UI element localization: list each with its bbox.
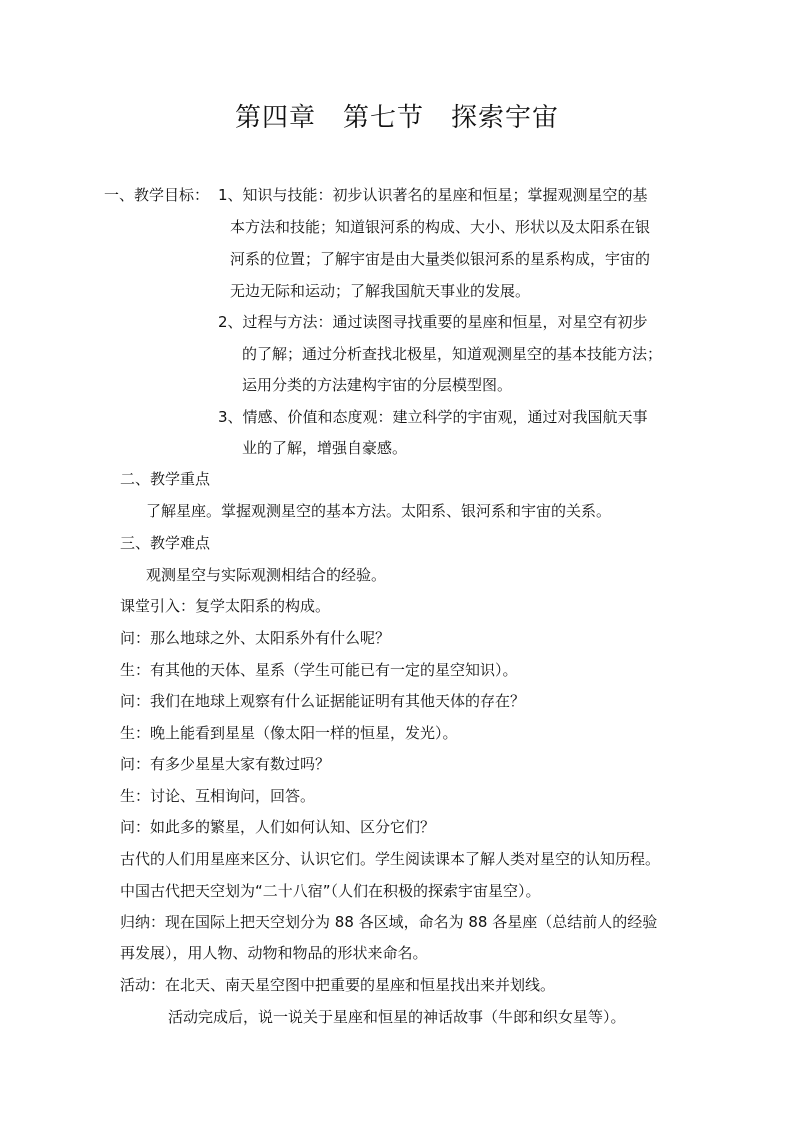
key-points-text: 了解星座。掌握观测星空的基本方法。太阳系、银河系和宇宙的关系。 [146,502,612,520]
key-points-heading: 二、教学重点 [120,470,211,488]
knowledge-line-3: 河系的位置；了解宇宙是由大量类似银河系的星系构成，宇宙的 [230,250,651,268]
process-line-2: 的了解；通过分析查找北极星，知道观测星空的基本技能方法； [242,345,663,363]
paragraph-line: 活动：在北天、南天星空图中把重要的星座和恒星找出来并划线。 [120,976,556,994]
dialogue-line: 问：那么地球之外、太阳系外有什么呢？ [120,629,391,647]
dialogue-line: 问：有多少星星大家有数过吗？ [120,755,331,773]
knowledge-line-1: 1、知识与技能：初步认识著名的星座和恒星；掌握观测星空的基 [218,186,648,204]
dialogue-line: 生：晚上能看到星星（像太阳一样的恒星，发光）。 [120,724,458,742]
page-title: 第四章 第七节 探索宇宙 [234,103,559,133]
emotion-line-2: 业的了解，增强自豪感。 [242,439,408,457]
process-line-1: 2、过程与方法：通过读图寻找重要的星座和恒星，对星空有初步 [218,313,648,331]
objectives-heading: 一、教学目标： [104,186,210,204]
dialogue-line: 问：如此多的繁星，人们如何认知、区分它们？ [120,818,436,836]
paragraph-line: 古代的人们用星座来区分、认识它们。学生阅读课本了解人类对星空的认知历程。 [120,850,661,868]
dialogue-line: 生：有其他的天体、星系（学生可能已有一定的星空知识）。 [120,661,518,679]
emotion-line-1: 3、情感、价值和态度观：建立科学的宇宙观，通过对我国航天事 [218,408,648,426]
knowledge-line-2: 本方法和技能；知道银河系的构成、大小、形状以及太阳系在银 [230,218,651,236]
difficulties-heading: 三、教学难点 [120,534,211,552]
process-line-3: 运用分类的方法建构宇宙的分层模型图。 [242,376,513,394]
difficulties-text: 观测星空与实际观测相结合的经验。 [146,566,387,584]
dialogue-line: 课堂引入：复学太阳系的构成。 [120,597,331,615]
paragraph-line: 归纳：现在国际上把天空划分为 88 各区域，命名为 88 各星座（总结前人的经验 [120,913,658,931]
knowledge-line-4: 无边无际和运动；了解我国航天事业的发展。 [230,282,531,300]
paragraph-line: 中国古代把天空划为“二十八宿”（人们在积极的探索宇宙星空）。 [120,882,541,900]
paragraph-line: 再发展），用人物、动物和物品的形状来命名。 [120,944,428,962]
dialogue-line: 生：讨论、互相询问，回答。 [120,787,316,805]
dialogue-line: 问：我们在地球上观察有什么证据能证明有其他天体的存在？ [120,692,526,710]
paragraph-line: 活动完成后，说一说关于星座和恒星的神话故事（牛郎和织女星等）。 [168,1008,626,1026]
